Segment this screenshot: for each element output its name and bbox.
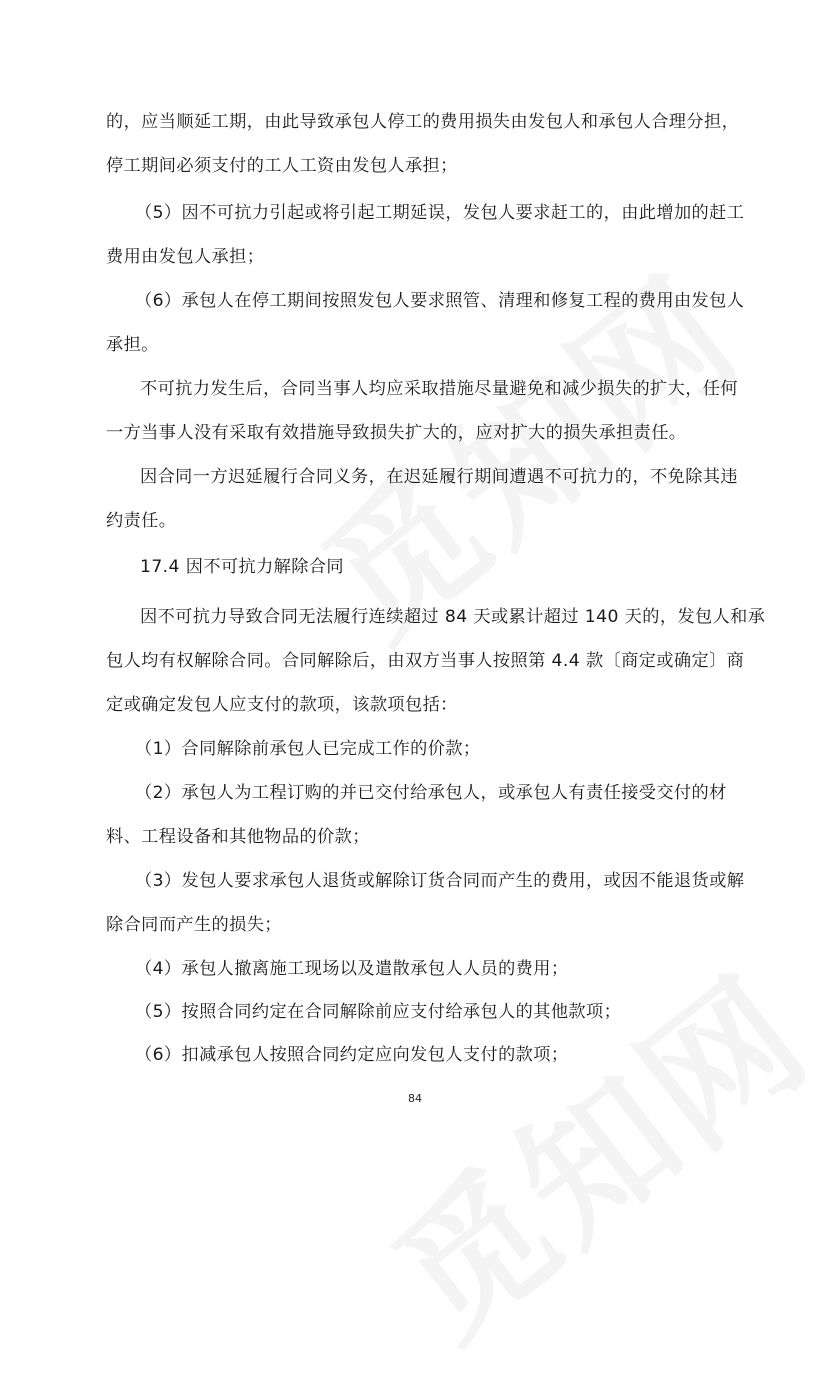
- section-heading: 17.4 因不可抗力解除合同: [140, 557, 345, 577]
- list-item: （5）因不可抗力引起或将引起工期延误，发包人要求赶工的，由此增加的赶工: [135, 203, 745, 223]
- text-line: 除合同而产生的损失；: [106, 915, 282, 935]
- text-line: 费用由发包人承担；: [106, 247, 265, 267]
- text-line: 承担。: [106, 335, 159, 355]
- list-item: （6）扣减承包人按照合同约定应向发包人支付的款项；: [135, 1045, 569, 1065]
- paragraph-line: 不可抗力发生后，合同当事人均应采取措施尽量避免和减少损失的扩大，任何: [140, 379, 738, 399]
- page-number: 84: [408, 1092, 422, 1105]
- list-item: （2）承包人为工程订购的并已交付给承包人，或承包人有责任接受交付的材: [135, 783, 727, 803]
- list-item: （1）合同解除前承包人已完成工作的价款；: [135, 739, 481, 759]
- list-item: （3）发包人要求承包人退货或解除订货合同而产生的费用，或因不能退货或解: [135, 871, 745, 891]
- text-line: 约责任。: [106, 511, 177, 531]
- paragraph-line: 因不可抗力导致合同无法履行连续超过 84 天或累计超过 140 天的，发包人和承: [140, 607, 766, 627]
- text-line: 的，应当顺延工期，由此导致承包人停工的费用损失由发包人和承包人合理分担，: [106, 112, 740, 132]
- watermark: [343, 919, 830, 1377]
- list-item: （6）承包人在停工期间按照发包人要求照管、清理和修复工程的费用由发包人: [135, 291, 745, 311]
- list-item: （4）承包人撤离施工现场以及遣散承包人人员的费用；: [135, 959, 569, 979]
- text-line: 停工期间必须支付的工人工资由发包人承担；: [106, 156, 458, 176]
- text-line: 一方当事人没有采取有效措施导致损失扩大的，应对扩大的损失承担责任。: [106, 423, 687, 443]
- text-line: 包人均有权解除合同。合同解除后，由双方当事人按照第 4.4 款〔商定或确定〕商: [106, 651, 745, 671]
- text-line: 料、工程设备和其他物品的价款；: [106, 827, 370, 847]
- text-line: 定或确定发包人应支付的款项，该款项包括：: [106, 695, 458, 715]
- list-item: （5）按照合同约定在合同解除前应支付给承包人的其他款项；: [135, 1002, 622, 1022]
- paragraph-line: 因合同一方迟延履行合同义务，在迟延履行期间遭遇不可抗力的，不免除其违: [140, 467, 738, 487]
